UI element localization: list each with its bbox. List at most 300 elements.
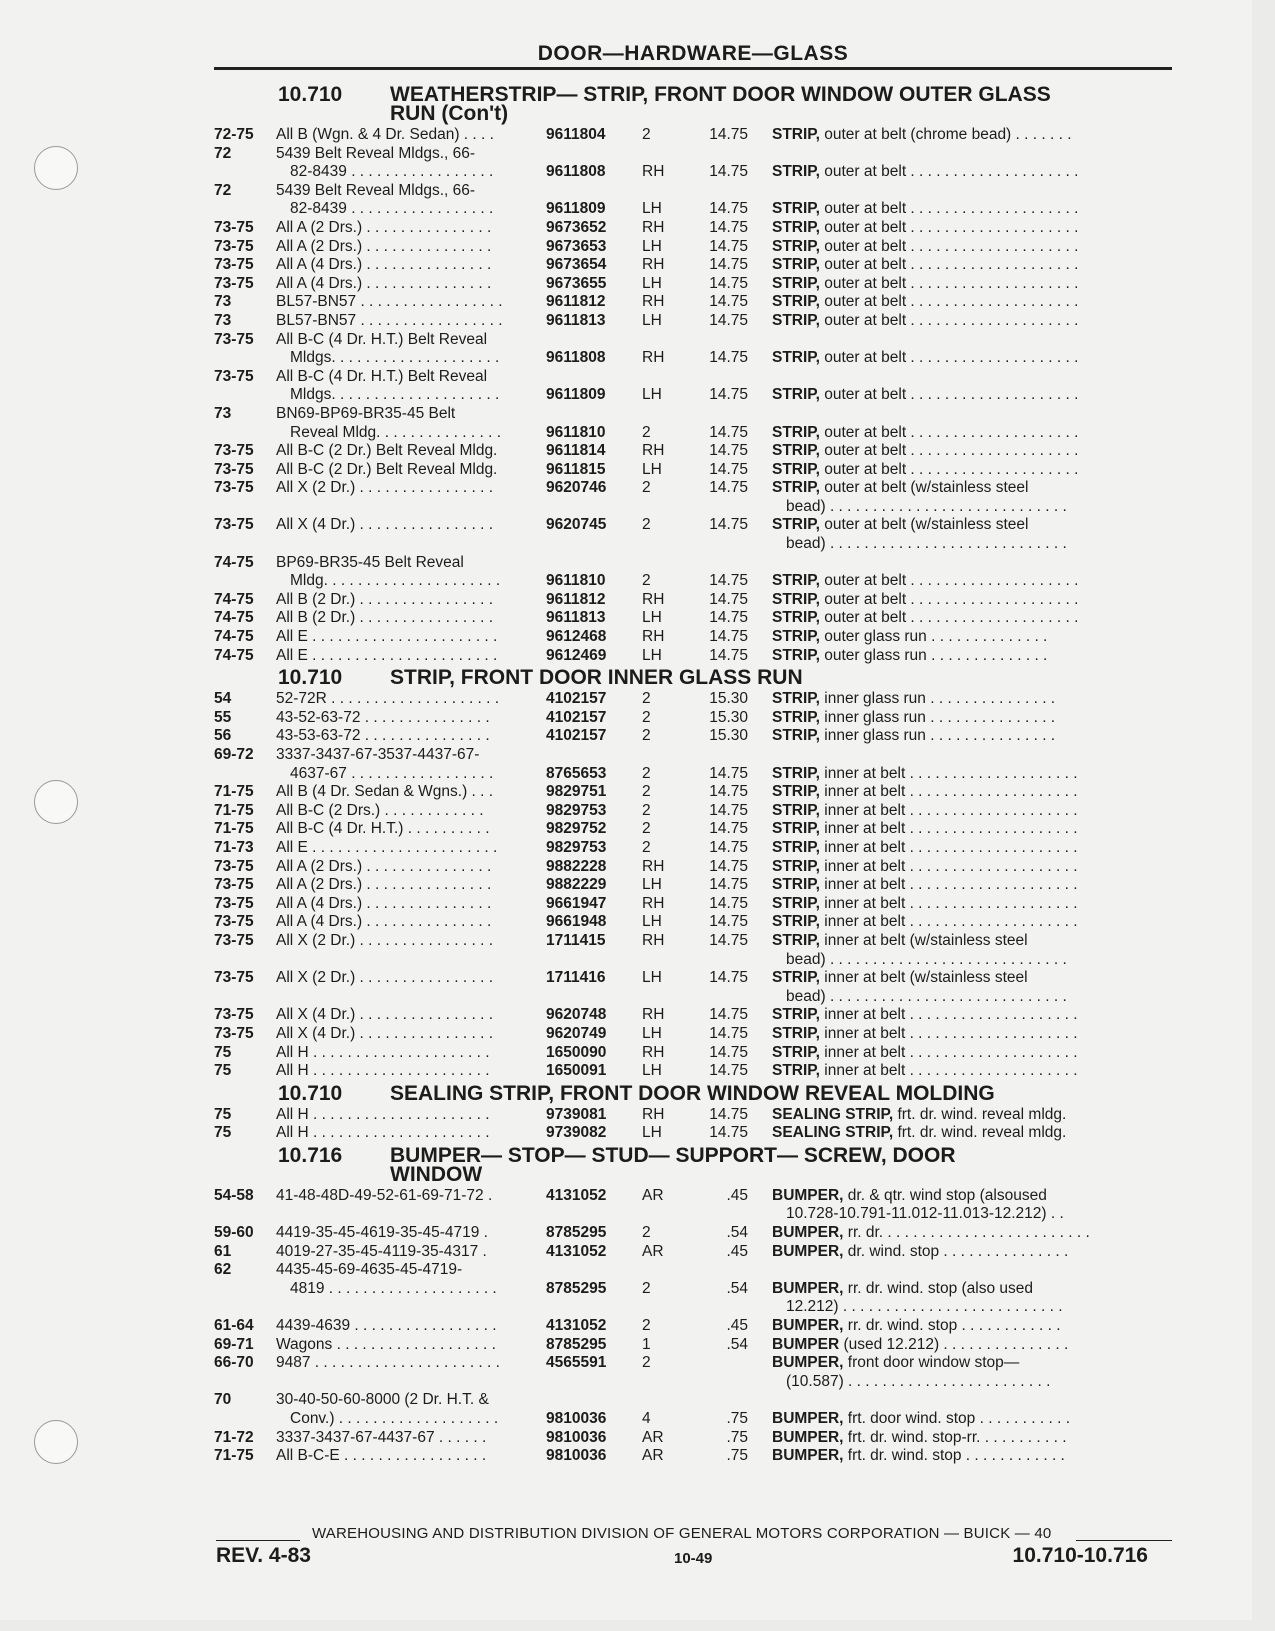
part-description	[772, 442, 1172, 461]
part-number	[546, 145, 642, 164]
part-number: 9611815	[546, 460, 606, 478]
part-row	[214, 275, 1172, 294]
spacer	[748, 1006, 772, 1025]
model-year: 73-75	[214, 330, 254, 348]
part-row	[214, 386, 1172, 405]
part-detail: inner glass run . . . . . . . . . . . . . . .	[819, 727, 1056, 745]
binder-hole	[34, 146, 78, 190]
model-year: 75	[214, 1105, 232, 1123]
spacer	[748, 1062, 772, 1081]
quantity: RH	[642, 349, 665, 367]
page-number: 10-49	[674, 1550, 713, 1567]
part-row	[214, 988, 1172, 1007]
spacer	[748, 182, 772, 201]
part-description	[772, 709, 1172, 728]
quantity: LH	[642, 1124, 662, 1142]
spacer	[748, 275, 772, 294]
part-description	[772, 1187, 1172, 1206]
part-row	[214, 1224, 1172, 1243]
model-year	[214, 424, 276, 443]
part-description	[772, 690, 1172, 709]
model-description: All X (2 Dr.) . . . . . . . . . . . . . . . .	[276, 931, 494, 949]
part-keyword: STRIP,	[772, 163, 820, 181]
model-year	[214, 951, 276, 970]
quantity: LH	[642, 913, 662, 931]
part-row	[214, 293, 1172, 312]
spacer	[748, 219, 772, 238]
part-keyword: STRIP,	[772, 708, 820, 726]
spacer	[748, 386, 772, 405]
revision-label: REV. 4-83	[216, 1544, 311, 1567]
model-year	[214, 1298, 276, 1317]
part-row	[214, 1280, 1172, 1299]
part-row	[214, 1106, 1172, 1125]
part-row	[214, 895, 1172, 914]
quantity	[642, 1298, 700, 1317]
model-description: 43-52-63-72 . . . . . . . . . . . . . . .	[276, 708, 490, 726]
part-row	[214, 690, 1172, 709]
part-number: 9611808	[546, 349, 606, 367]
part-number	[546, 535, 642, 554]
part-keyword: BUMPER,	[772, 1428, 844, 1446]
part-row	[214, 1187, 1172, 1206]
part-row	[214, 727, 1172, 746]
model-year: 73-75	[214, 516, 254, 534]
model-description: 52-72R . . . . . . . . . . . . . . . . . . . .	[276, 690, 500, 708]
model-year: 72	[214, 144, 232, 162]
part-number	[546, 498, 642, 517]
part-detail: inner at belt . . . . . . . . . . . . . . . . . . . .	[819, 801, 1078, 819]
part-description	[772, 1429, 1172, 1448]
part-description	[772, 783, 1172, 802]
model-year: 73-75	[214, 460, 254, 478]
part-number: 9673653	[546, 237, 607, 255]
part-description	[772, 349, 1172, 368]
part-description	[772, 1280, 1172, 1299]
part-keyword: BUMPER,	[772, 1186, 844, 1204]
price: 14.75	[709, 274, 748, 292]
price: .45	[726, 1317, 748, 1335]
model-year: 73-75	[214, 857, 254, 875]
price: 14.75	[709, 423, 748, 441]
section-heading	[214, 1081, 1172, 1103]
quantity: 2	[642, 516, 651, 534]
model-year: 73-75	[214, 969, 254, 987]
footer-division-text: WAREHOUSING AND DISTRIBUTION DIVISION OF GENERAL MOTORS CORPORATION — BUICK — 40	[312, 1525, 1052, 1542]
model-year: 74-75	[214, 590, 254, 608]
part-keyword: STRIP,	[772, 572, 820, 590]
part-detail: outer at belt . . . . . . . . . . . . . . . . . . . .	[819, 237, 1079, 255]
part-detail: outer at belt . . . . . . . . . . . . . . . . . . . .	[819, 386, 1079, 404]
price	[700, 1373, 748, 1392]
part-number: 9611813	[546, 609, 606, 627]
part-detail: outer at belt (w/stainless steel	[819, 516, 1029, 534]
part-row	[214, 126, 1172, 145]
quantity	[642, 182, 700, 201]
part-row	[214, 182, 1172, 201]
model-year: 71-75	[214, 801, 254, 819]
part-number: 8765653	[546, 764, 607, 782]
part-description	[772, 200, 1172, 219]
part-number: 1650090	[546, 1043, 607, 1061]
price: .54	[726, 1224, 748, 1242]
price	[700, 951, 748, 970]
spacer	[748, 479, 772, 498]
model-description: All E . . . . . . . . . . . . . . . . . . . . . .	[276, 838, 498, 856]
price: 14.75	[709, 609, 748, 627]
spacer	[748, 126, 772, 145]
model-year	[214, 572, 276, 591]
part-number: 9611812	[546, 293, 606, 311]
price: 14.75	[709, 572, 748, 590]
price	[700, 182, 748, 201]
part-description	[772, 312, 1172, 331]
part-keyword: STRIP,	[772, 200, 820, 218]
part-row	[214, 145, 1172, 164]
spacer	[748, 802, 772, 821]
spacer	[748, 1280, 772, 1299]
part-description: bead) . . . . . . . . . . . . . . . . . . . . . . . . . . . .	[786, 987, 1067, 1005]
price: .54	[726, 1279, 748, 1297]
quantity: 4	[642, 1410, 651, 1427]
spacer	[748, 349, 772, 368]
price: 14.75	[709, 628, 748, 646]
part-description	[772, 895, 1172, 914]
part-keyword: STRIP,	[772, 764, 820, 782]
price: 14.75	[709, 349, 748, 367]
model-description: All A (2 Drs.) . . . . . . . . . . . . . . .	[276, 237, 492, 255]
price: 14.75	[709, 838, 748, 856]
model-description: 4819 . . . . . . . . . . . . . . . . . . . .	[290, 1279, 497, 1297]
model-description: All B-C (4 Dr. H.T.) Belt Reveal	[276, 330, 488, 348]
quantity: LH	[642, 311, 662, 329]
part-row	[214, 1391, 1172, 1410]
price: 14.75	[709, 1105, 748, 1123]
model-description: 41-48-48D-49-52-61-69-71-72 .	[276, 1186, 493, 1204]
spacer	[748, 969, 772, 988]
part-row	[214, 1025, 1172, 1044]
part-row	[214, 1298, 1172, 1317]
part-keyword: STRIP,	[772, 274, 820, 292]
price	[700, 1298, 748, 1317]
section-number: 10.716	[278, 1143, 343, 1167]
price	[700, 535, 748, 554]
model-description: Mldg. . . . . . . . . . . . . . . . . . . . .	[290, 572, 501, 590]
model-description	[276, 535, 546, 554]
quantity: LH	[642, 200, 662, 218]
part-number: 9829753	[546, 801, 607, 819]
section-heading	[214, 1143, 1172, 1184]
model-description: 5439 Belt Reveal Mldgs., 66-	[276, 144, 476, 162]
part-row	[214, 746, 1172, 765]
model-description: All H . . . . . . . . . . . . . . . . . . . . .	[276, 1062, 490, 1080]
section-title	[344, 1143, 1172, 1186]
model-description: 82-8439 . . . . . . . . . . . . . . . . .	[290, 163, 494, 181]
spacer	[748, 442, 772, 461]
model-year: 71-75	[214, 820, 254, 838]
part-row	[214, 858, 1172, 877]
part-description	[772, 591, 1172, 610]
part-keyword: STRIP,	[772, 727, 820, 745]
part-number: 9739081	[546, 1105, 607, 1123]
part-description	[772, 1261, 1172, 1280]
part-description	[772, 256, 1172, 275]
quantity: RH	[642, 163, 665, 181]
part-row	[214, 516, 1172, 535]
quantity: 2	[642, 572, 651, 590]
part-row	[214, 349, 1172, 368]
spacer	[748, 690, 772, 709]
part-detail: rr. dr. wind. stop . . . . . . . . . . . .	[843, 1317, 1061, 1335]
part-keyword: STRIP,	[772, 1062, 820, 1080]
price: 15.30	[709, 708, 748, 726]
model-description: All X (2 Dr.) . . . . . . . . . . . . . . . .	[276, 969, 494, 987]
price: 14.75	[709, 163, 748, 181]
quantity: RH	[642, 1006, 665, 1024]
spacer	[748, 858, 772, 877]
part-detail: outer at belt . . . . . . . . . . . . . . . . . . . .	[819, 274, 1079, 292]
part-detail: inner at belt . . . . . . . . . . . . . . . . . . . .	[819, 1062, 1078, 1080]
price: 14.75	[709, 764, 748, 782]
quantity: AR	[642, 1428, 664, 1446]
price: 14.75	[709, 820, 748, 838]
quantity: 2	[642, 423, 651, 441]
part-keyword: STRIP,	[772, 690, 820, 708]
model-year: 74-75	[214, 646, 254, 664]
quantity: LH	[642, 1062, 662, 1080]
price	[700, 405, 748, 424]
quantity: RH	[642, 1105, 665, 1123]
part-description	[772, 219, 1172, 238]
section-number: 10.710	[278, 1081, 343, 1105]
quantity: 2	[642, 838, 651, 856]
quantity	[642, 145, 700, 164]
part-number: 9673652	[546, 218, 607, 236]
part-number: 8785295	[546, 1224, 607, 1242]
part-keyword: STRIP,	[772, 969, 820, 987]
part-number	[546, 1205, 642, 1224]
price: 14.75	[709, 442, 748, 460]
price: 14.75	[709, 969, 748, 987]
part-number	[546, 1261, 642, 1280]
quantity: 1	[642, 1335, 651, 1353]
part-detail: inner at belt . . . . . . . . . . . . . . . . . . . .	[819, 894, 1078, 912]
price: .45	[726, 1242, 748, 1260]
spacer	[748, 951, 772, 970]
part-keyword: STRIP,	[772, 386, 820, 404]
spacer	[748, 765, 772, 784]
part-number: 9882229	[546, 876, 607, 894]
price	[700, 1391, 748, 1410]
spacer	[748, 1336, 772, 1355]
part-description	[772, 275, 1172, 294]
part-keyword: STRIP,	[772, 423, 820, 441]
price: 14.75	[709, 256, 748, 274]
part-keyword: STRIP,	[772, 442, 820, 460]
part-description	[772, 516, 1172, 535]
spacer	[748, 1447, 772, 1466]
part-detail: outer glass run . . . . . . . . . . . . . .	[819, 628, 1048, 646]
part-keyword: BUMPER,	[772, 1354, 844, 1372]
part-description	[772, 1317, 1172, 1336]
model-description: All H . . . . . . . . . . . . . . . . . . . . .	[276, 1124, 490, 1142]
spacer	[748, 647, 772, 666]
part-detail: frt. dr. wind. stop-rr. . . . . . . . . . .	[843, 1428, 1067, 1446]
price	[700, 1354, 748, 1373]
spacer	[748, 988, 772, 1007]
model-description	[276, 1205, 546, 1224]
model-year	[214, 200, 276, 219]
model-year: 72	[214, 181, 232, 199]
part-keyword: STRIP,	[772, 783, 820, 801]
section-title-line: WINDOW	[390, 1162, 483, 1186]
model-year	[214, 349, 276, 368]
model-description: 3337-3437-67-3537-4437-67-	[276, 746, 480, 763]
part-number: 9673655	[546, 274, 607, 292]
part-detail: inner at belt (w/stainless steel	[819, 969, 1028, 987]
spacer	[748, 312, 772, 331]
part-detail: rr. dr. . . . . . . . . . . . . . . . . . . . . . . . .	[843, 1224, 1090, 1242]
part-description	[772, 876, 1172, 895]
price	[700, 1261, 748, 1280]
price	[700, 498, 748, 517]
model-year: 73	[214, 404, 232, 422]
part-description	[772, 727, 1172, 746]
part-description: bead) . . . . . . . . . . . . . . . . . . . . . . . . . . . .	[786, 950, 1067, 968]
quantity	[642, 368, 700, 387]
part-row	[214, 839, 1172, 858]
model-description: All A (2 Drs.) . . . . . . . . . . . . . . .	[276, 218, 492, 236]
model-year: 71-75	[214, 783, 254, 801]
spacer	[748, 628, 772, 647]
part-detail: outer at belt . . . . . . . . . . . . . . . . . . . .	[819, 256, 1079, 274]
part-number: 9611813	[546, 311, 606, 329]
part-description	[772, 182, 1172, 201]
price: 15.30	[709, 690, 748, 708]
part-description	[772, 386, 1172, 405]
quantity	[642, 1391, 700, 1410]
model-year: 75	[214, 1124, 232, 1142]
part-row	[214, 331, 1172, 350]
model-description: All B (4 Dr. Sedan & Wgns.) . . .	[276, 783, 494, 801]
quantity: RH	[642, 1043, 665, 1061]
quantity	[642, 535, 700, 554]
part-number: 9611808	[546, 163, 606, 181]
part-keyword: STRIP,	[772, 646, 820, 664]
part-number	[546, 554, 642, 573]
model-description: 4439-4639 . . . . . . . . . . . . . . . . .	[276, 1317, 497, 1335]
part-description	[772, 238, 1172, 257]
part-description	[772, 913, 1172, 932]
quantity: 2	[642, 1317, 651, 1335]
part-row	[214, 802, 1172, 821]
part-number	[546, 951, 642, 970]
part-detail: inner glass run . . . . . . . . . . . . . . .	[819, 708, 1056, 726]
spacer	[748, 498, 772, 517]
model-year: 73-75	[214, 256, 254, 274]
spacer	[748, 746, 772, 765]
part-description	[772, 126, 1172, 145]
model-year: 73-75	[214, 218, 254, 236]
part-number	[546, 1373, 642, 1392]
model-description: 4019-27-35-45-4119-35-4317 .	[276, 1242, 487, 1260]
price: .75	[726, 1410, 748, 1427]
part-number	[546, 331, 642, 350]
model-year: 73-75	[214, 876, 254, 894]
price: 14.75	[709, 311, 748, 329]
model-year: 70	[214, 1391, 232, 1409]
part-number	[546, 182, 642, 201]
model-year	[214, 765, 276, 784]
model-year: 69-71	[214, 1335, 254, 1353]
part-keyword: SEALING STRIP,	[772, 1105, 894, 1123]
price: 14.75	[709, 857, 748, 875]
part-detail: outer at belt . . . . . . . . . . . . . . . . . . . .	[819, 460, 1079, 478]
price: .75	[726, 1428, 748, 1446]
spacer	[748, 424, 772, 443]
model-description: BN69-BP69-BR35-45 Belt	[276, 404, 456, 422]
quantity: LH	[642, 609, 662, 627]
section-number: 10.710	[278, 83, 343, 106]
part-keyword: STRIP,	[772, 126, 820, 143]
part-detail: dr. & qtr. wind stop (alsoused	[843, 1186, 1047, 1204]
spacer	[748, 145, 772, 164]
spacer	[748, 1354, 772, 1373]
spacer	[748, 1298, 772, 1317]
model-year	[214, 1280, 276, 1299]
part-row	[214, 424, 1172, 443]
part-detail: outer at belt (chrome bead) . . . . . . .	[819, 126, 1072, 143]
model-description: Mldgs. . . . . . . . . . . . . . . . . . . .	[290, 349, 500, 367]
part-description	[772, 802, 1172, 821]
part-detail: outer at belt . . . . . . . . . . . . . . . . . . . .	[819, 218, 1079, 236]
part-number: 4131052	[546, 1186, 607, 1204]
model-year: 69-72	[214, 746, 254, 763]
model-year: 74-75	[214, 628, 254, 646]
part-number: 9611804	[546, 126, 606, 143]
model-description: All B-C (2 Drs.) . . . . . . . . . . . .	[276, 801, 484, 819]
price	[700, 1205, 748, 1224]
part-keyword: STRIP,	[772, 1006, 820, 1024]
part-number: 9611809	[546, 386, 606, 404]
part-row	[214, 1006, 1172, 1025]
part-keyword: STRIP,	[772, 801, 820, 819]
part-keyword: STRIP,	[772, 609, 820, 627]
part-detail: outer at belt . . . . . . . . . . . . . . . . . . . .	[819, 609, 1079, 627]
model-description: All X (4 Dr.) . . . . . . . . . . . . . . . .	[276, 1024, 494, 1042]
part-detail: frt. dr. wind. stop . . . . . . . . . . . .	[843, 1447, 1065, 1465]
part-detail: outer at belt . . . . . . . . . . . . . . . . . . . .	[819, 200, 1079, 218]
spacer	[748, 405, 772, 424]
section-title	[344, 1081, 1172, 1105]
model-year: 73-75	[214, 479, 254, 497]
part-number: 9810036	[546, 1410, 607, 1427]
model-description: All A (4 Drs.) . . . . . . . . . . . . . . .	[276, 894, 492, 912]
model-description: 4637-67 . . . . . . . . . . . . . . . . .	[290, 764, 494, 782]
part-keyword: BUMPER,	[772, 1447, 844, 1465]
part-keyword: SEALING STRIP,	[772, 1124, 894, 1142]
part-keyword: STRIP,	[772, 349, 820, 367]
part-detail: outer at belt . . . . . . . . . . . . . . . . . . . .	[819, 293, 1079, 311]
spacer	[748, 1106, 772, 1125]
spacer	[748, 1391, 772, 1410]
quantity: AR	[642, 1242, 664, 1260]
price	[700, 554, 748, 573]
part-description	[772, 1124, 1172, 1143]
model-description: 82-8439 . . . . . . . . . . . . . . . . .	[290, 200, 494, 218]
part-number	[546, 988, 642, 1007]
part-description: 10.728-10.791-11.012-11.013-12.212) . .	[786, 1205, 1064, 1223]
